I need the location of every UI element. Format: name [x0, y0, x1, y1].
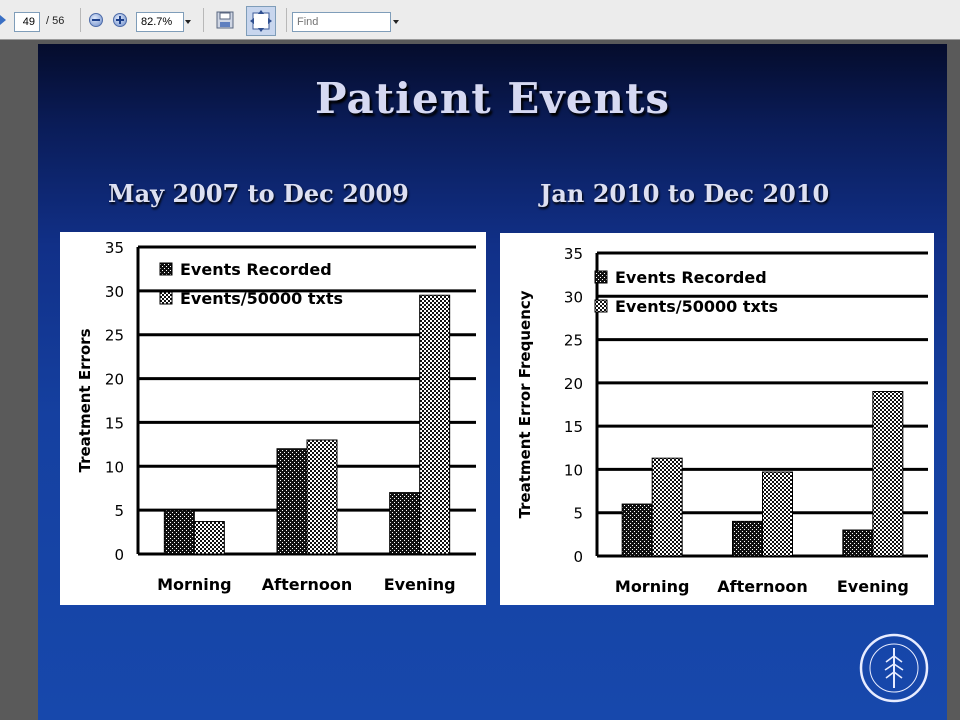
y-tick-label: 5: [114, 502, 124, 521]
y-tick-label: 20: [563, 374, 583, 393]
legend-label: Events/50000 txts: [615, 297, 778, 316]
legend-label: Events/50000 txts: [180, 289, 343, 308]
bar-events-recorded-evening: [390, 493, 420, 554]
legend-label: Events Recorded: [615, 268, 767, 287]
bar-events-recorded-morning: [622, 504, 652, 556]
right-bar-chart: [500, 233, 934, 605]
bar-events-per-50000-evening: [873, 392, 903, 556]
legend-label: Events Recorded: [180, 260, 332, 279]
bar-events-per-50000-evening: [420, 295, 450, 554]
y-tick-label: 25: [104, 326, 124, 345]
presentation-slide: [38, 44, 947, 720]
bar-events-recorded-morning: [164, 510, 194, 554]
viewer-toolbar: [0, 0, 960, 40]
page-total-label: / 56: [46, 15, 65, 27]
legend-swatch: [595, 271, 607, 283]
y-tick-label: 15: [104, 414, 124, 433]
toolbar-divider: [286, 8, 287, 32]
left-bar-chart: [60, 232, 486, 605]
legend-swatch: [160, 292, 172, 304]
y-tick-label: 10: [563, 461, 583, 480]
find-input[interactable]: [292, 12, 391, 32]
bar-events-recorded-afternoon: [733, 521, 763, 556]
bar-events-per-50000-afternoon: [763, 472, 793, 556]
left-period-label: May 2007 to Dec 2009: [108, 179, 409, 208]
y-tick-label: 30: [104, 282, 124, 301]
x-category-label: Morning: [614, 577, 690, 596]
y-axis-label: Treatment Errors: [76, 328, 94, 473]
y-tick-label: 30: [563, 288, 583, 307]
save-icon[interactable]: [216, 11, 234, 29]
y-tick-label: 35: [104, 239, 124, 257]
right-chart-panel: [500, 233, 934, 605]
left-chart-panel: [60, 232, 486, 605]
zoom-out-icon[interactable]: [89, 13, 103, 27]
y-tick-label: 0: [114, 546, 124, 564]
fit-page-button[interactable]: [246, 6, 276, 36]
y-tick-label: 5: [573, 504, 583, 523]
zoom-in-icon[interactable]: [113, 13, 127, 27]
bar-events-per-50000-morning: [194, 522, 224, 554]
x-category-label: Afternoon: [261, 575, 353, 594]
legend-swatch: [595, 300, 607, 312]
bar-events-per-50000-afternoon: [307, 440, 337, 554]
legend-swatch: [160, 263, 172, 275]
toolbar-divider: [203, 8, 204, 32]
toolbar-divider: [80, 8, 81, 32]
y-tick-label: 0: [573, 548, 583, 566]
x-category-label: Morning: [157, 575, 232, 594]
x-category-label: Evening: [383, 575, 456, 594]
dropdown-arrow-icon[interactable]: [393, 20, 399, 24]
page-number-input[interactable]: 49: [14, 12, 40, 32]
y-tick-label: 25: [563, 331, 583, 350]
slide-title: Patient Events: [314, 74, 671, 123]
y-tick-label: 15: [563, 418, 583, 437]
zoom-level-field[interactable]: 82.7%: [136, 12, 184, 32]
y-tick-label: 20: [104, 370, 124, 389]
bar-events-per-50000-morning: [652, 458, 682, 556]
y-tick-label: 35: [563, 245, 583, 263]
page-forward-icon[interactable]: [0, 15, 6, 25]
right-period-label: Jan 2010 to Dec 2010: [540, 179, 830, 208]
y-tick-label: 10: [104, 458, 124, 477]
x-category-label: Evening: [836, 577, 909, 596]
dropdown-arrow-icon[interactable]: [185, 20, 191, 24]
msk-logo-icon: [858, 632, 930, 704]
x-category-label: Afternoon: [717, 577, 808, 596]
fit-page-icon: [247, 7, 275, 35]
bar-events-recorded-afternoon: [277, 449, 307, 554]
bar-events-recorded-evening: [843, 530, 873, 556]
y-axis-label: Treatment Error Frequency: [516, 290, 534, 519]
